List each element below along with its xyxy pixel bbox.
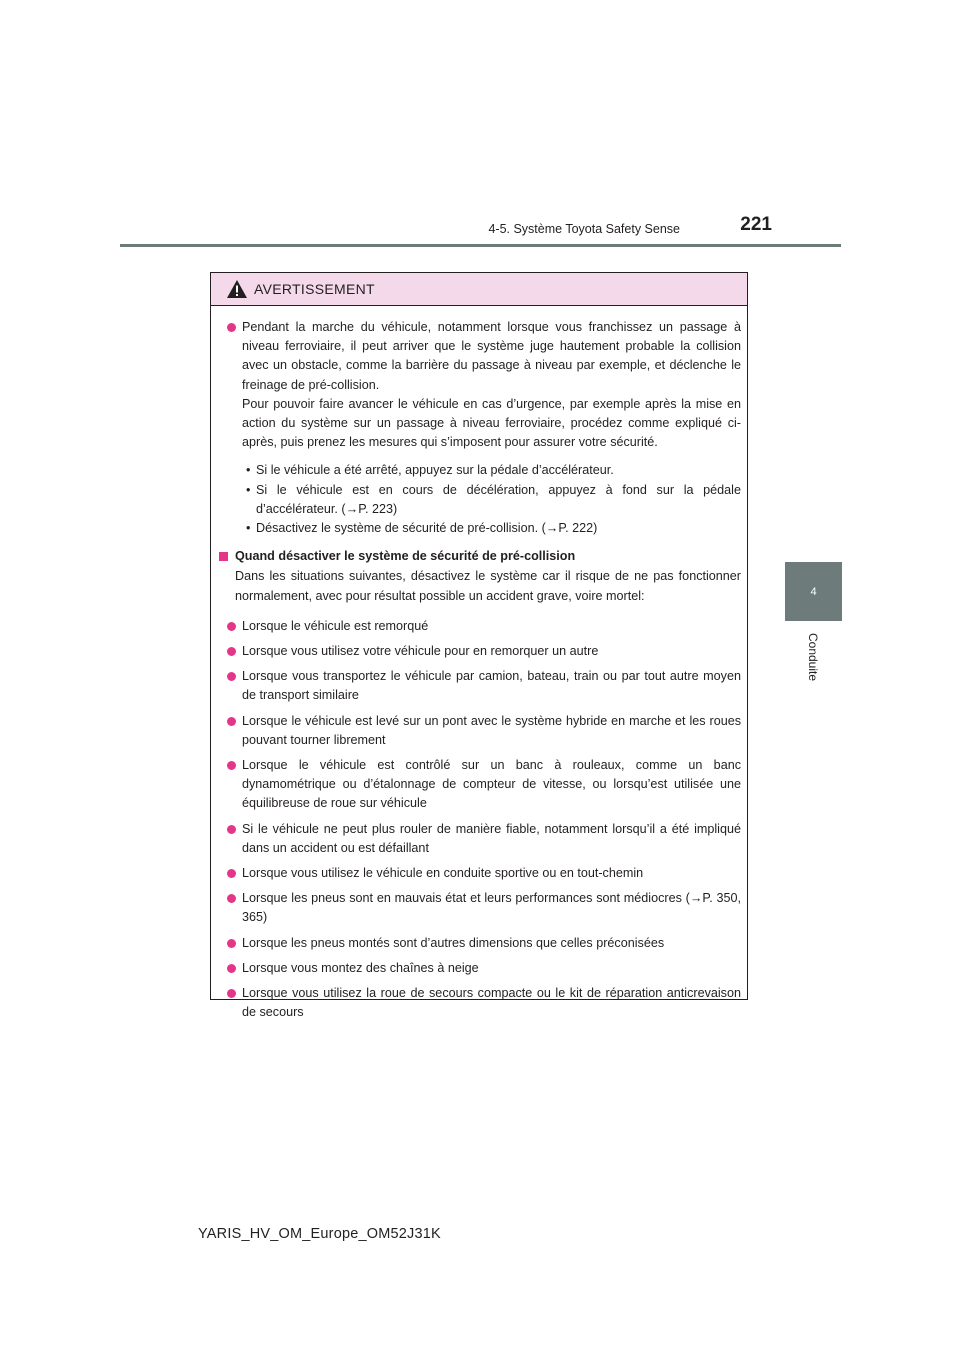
condition-item: Lorsque les pneus montés sont d’autres dimensions que celles préconisées [217,934,741,953]
bullet-icon [227,761,236,770]
condition-item: Lorsque vous utilisez le véhicule en conduite sportive ou en tout-chemin [217,864,741,883]
bullet-icon [227,622,236,631]
warning-title: AVERTISSEMENT [254,281,375,297]
bullet-icon [227,323,236,332]
condition-item: Lorsque le véhicule est contrôlé sur un banc à rouleaux, comme un banc dynamométrique ou d’étalonnage de compteur de vitesse, ou lorsqu’est utilisée une équilibreuse de roue sur véhicule [217,756,741,814]
condition-item: Lorsque vous utilisez la roue de secours compacte ou le kit de réparation anticrevaison de secours [217,984,741,1022]
warning-box [210,272,748,1020]
warning-header [211,273,747,306]
chapter-label-text: Conduite [806,632,821,682]
condition-item: Lorsque les pneus sont en mauvais état et leurs performances sont médiocres (→P. 350, 365) [217,889,741,927]
bullet-icon [227,672,236,681]
bullet-icon [227,869,236,878]
bullet-icon [227,825,236,834]
warning-triangle-icon [226,279,248,299]
warning-body [211,306,747,1023]
condition-item: Lorsque vous montez des chaînes à neige [217,959,741,978]
sub-list [217,461,741,538]
condition-item: Lorsque le véhicule est levé sur un pont avec le système hybride en marche et les roues pouvant tourner librement [217,712,741,750]
condition-item: Lorsque vous utilisez votre véhicule pour en remorquer un autre [217,642,741,661]
warning-item [217,318,741,452]
warning-paragraph: Pour pouvoir faire avancer le véhicule en cas d’urgence, par exemple après la mise en action du système sur un passage à niveau ferroviaire, procédez comme expliqué ci-après, puis prenez les mesures qui s’imposent pour assurer votre sécurité. [242,396,741,450]
section-heading: Quand désactiver le système de sécurité de pré-collision [217,547,741,566]
sub-list-item: • Si le véhicule a été arrêté, appuyez sur la pédale d’accélérateur. [246,463,614,478]
page-number: 221 [740,214,772,235]
condition-item: Si le véhicule ne peut plus rouler de manière fiable, notamment lorsqu’il a été impliqué dans un accident ou est défaillant [217,820,741,858]
sub-list-item: • Désactivez le système de sécurité de pré-collision. (→P. 222) [246,521,598,536]
section-title: 4-5. Système Toyota Safety Sense [488,222,680,236]
square-bullet-icon [219,552,228,561]
condition-item: Lorsque vous transportez le véhicule par camion, bateau, train ou par tout autre moyen de transport similaire [217,667,741,705]
bullet-icon [227,647,236,656]
sub-list-item: • Si le véhicule est en cours de décélération, appuyez à fond sur la pédale d’accélérateur. (→P. 223) [246,482,741,516]
bullet-icon [227,939,236,948]
chapter-label [785,627,842,687]
document-code: YARIS_HV_OM_Europe_OM52J31K [198,1226,441,1242]
bullet-icon [227,717,236,726]
section-intro: Dans les situations suivantes, désactivez le système car il risque de ne pas fonctionner normalement, avec pour résultat possible un accident grave, voire mortel: [235,569,741,603]
bullet-icon [227,964,236,973]
bullet-icon [227,989,236,998]
header-rule [120,244,841,247]
warning-paragraph: Pendant la marche du véhicule, notamment lorsque vous franchissez un passage à niveau ferroviaire, il peut arriver que le système juge hautement probable la collision avec un obstacle, comme la barrière du passage à niveau par exemple, et déclenche le freinage de pré-collision. [242,320,741,392]
chapter-tab[interactable] [785,562,842,621]
chapter-number: 4 [810,585,817,598]
condition-item: Lorsque le véhicule est remorqué [217,617,741,636]
bullet-icon [227,894,236,903]
